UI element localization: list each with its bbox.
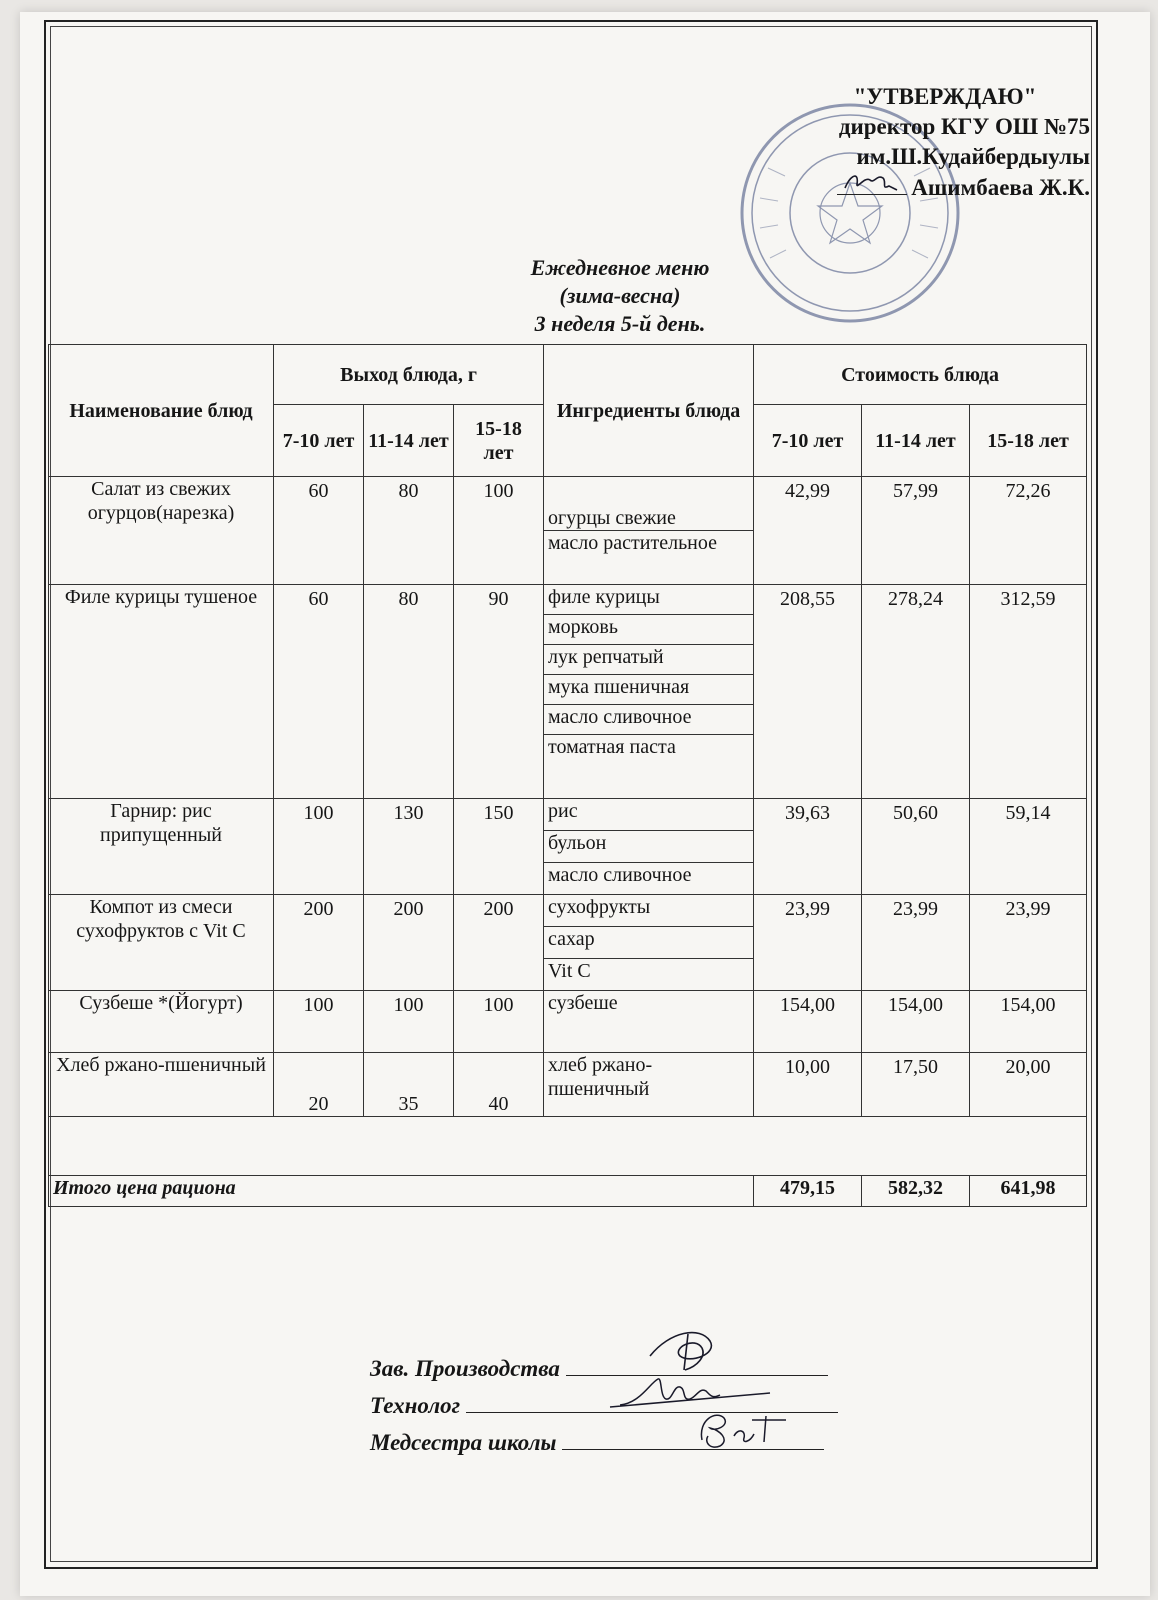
yield-value: 40 [454, 1053, 544, 1117]
approval-signer-row [760, 172, 1090, 203]
table-row [49, 991, 1087, 1053]
yield-value: 200 [364, 895, 454, 991]
yield-value: 80 [364, 585, 454, 799]
nurse-signature-icon [690, 1406, 800, 1450]
dish-name: Сузбеше *(Йогурт) [49, 991, 274, 1053]
menu-title-line2: (зима-весна) [559, 283, 681, 308]
ingredient: масло сливочное [544, 863, 754, 895]
ingredient: сузбеше [544, 991, 754, 1053]
ingredient: филе курицы [544, 585, 754, 615]
signatures-block [370, 1350, 870, 1461]
yield-value: 90 [454, 585, 544, 799]
director-signature [837, 172, 907, 195]
menu-title-line3: 3 неделя 5-й день. [534, 311, 706, 336]
ingredient: Vit C [544, 959, 754, 991]
yield-value: 150 [454, 799, 544, 895]
yield-value: 20 [274, 1053, 364, 1117]
ingredient: томатная паста [544, 735, 754, 799]
cost-value: 154,00 [754, 991, 862, 1053]
header-yield-age-2: 11-14 лет [364, 405, 454, 477]
ingredient: бульон [544, 831, 754, 863]
total-value: 641,98 [970, 1176, 1087, 1207]
yield-value: 60 [274, 477, 364, 585]
signature-label-technologist: Технолог [370, 1393, 461, 1418]
table-row [49, 895, 1087, 927]
header-cost-age-2: 11-14 лет [862, 405, 970, 477]
cost-value: 208,55 [754, 585, 862, 799]
header-cost: Стоимость блюда [754, 345, 1087, 405]
approval-block [760, 82, 1090, 203]
director-signature-icon [837, 166, 907, 196]
menu-title [420, 254, 820, 338]
cost-value: 42,99 [754, 477, 862, 585]
cost-value: 312,59 [970, 585, 1087, 799]
ingredient: сухофрукты [544, 895, 754, 927]
table-row [49, 477, 1087, 531]
ingredient: лук репчатый [544, 645, 754, 675]
cost-value: 20,00 [970, 1053, 1087, 1117]
yield-value: 100 [274, 991, 364, 1053]
menu-title-line1: Ежедневное меню [530, 255, 710, 280]
yield-value: 80 [364, 477, 454, 585]
yield-value: 130 [364, 799, 454, 895]
header-yield: Выход блюда, г [274, 345, 544, 405]
dish-name: Хлеб ржано-пшеничный [49, 1053, 274, 1117]
table-row [49, 799, 1087, 831]
approval-school-name: им.Ш.Кудайбердыулы [856, 144, 1090, 169]
cost-value: 23,99 [970, 895, 1087, 991]
header-ingredients: Ингредиенты блюда [544, 345, 754, 477]
ingredient: масло растительное [544, 531, 754, 585]
yield-value: 200 [454, 895, 544, 991]
yield-value: 200 [274, 895, 364, 991]
dish-name: Филе курицы тушеное [49, 585, 274, 799]
total-label: Итого цена рациона [49, 1176, 754, 1207]
signature-row-nurse [370, 1424, 870, 1461]
total-row [49, 1176, 1087, 1207]
yield-value: 35 [364, 1053, 454, 1117]
yield-value: 100 [274, 799, 364, 895]
menu-table [48, 344, 1087, 1207]
yield-value: 60 [274, 585, 364, 799]
approval-heading: "УТВЕРЖДАЮ" [853, 84, 1037, 109]
yield-value: 100 [364, 991, 454, 1053]
cost-value: 50,60 [862, 799, 970, 895]
yield-value: 100 [454, 477, 544, 585]
cost-value: 154,00 [970, 991, 1087, 1053]
table-row [49, 1053, 1087, 1117]
ingredient: морковь [544, 615, 754, 645]
approval-signer-name: Ашимбаева Ж.К. [911, 175, 1090, 200]
ingredient: масло сливочное [544, 705, 754, 735]
header-yield-age-1: 7-10 лет [274, 405, 364, 477]
cost-value: 23,99 [754, 895, 862, 991]
header-yield-age-3: 15-18 лет [454, 405, 544, 477]
ingredient: сахар [544, 927, 754, 959]
header-dish: Наименование блюд [49, 345, 274, 477]
yield-value: 100 [454, 991, 544, 1053]
approval-director: директор КГУ ОШ №75 [838, 114, 1090, 139]
cost-value: 57,99 [862, 477, 970, 585]
empty-row [49, 1117, 1087, 1176]
header-cost-age-1: 7-10 лет [754, 405, 862, 477]
cost-value: 154,00 [862, 991, 970, 1053]
header-cost-age-3: 15-18 лет [970, 405, 1087, 477]
total-value: 479,15 [754, 1176, 862, 1207]
cost-value: 39,63 [754, 799, 862, 895]
cost-value: 72,26 [970, 477, 1087, 585]
cost-value: 10,00 [754, 1053, 862, 1117]
signature-label-nurse: Медсестра школы [370, 1430, 557, 1455]
signature-label-production: Зав. Производства [370, 1356, 560, 1381]
total-value: 582,32 [862, 1176, 970, 1207]
ingredient: рис [544, 799, 754, 831]
dish-name: Салат из свежих огурцов(нарезка) [49, 477, 274, 585]
production-signature-icon [640, 1326, 730, 1376]
cost-value: 59,14 [970, 799, 1087, 895]
table-row [49, 585, 1087, 615]
dish-name: Гарнир: рис припущенный [49, 799, 274, 895]
ingredient: хлеб ржано-пшеничный [544, 1053, 754, 1117]
cost-value: 17,50 [862, 1053, 970, 1117]
cost-value: 23,99 [862, 895, 970, 991]
dish-name: Компот из смеси сухофруктов с Vit C [49, 895, 274, 991]
ingredient: огурцы свежие [544, 477, 754, 531]
ingredient: мука пшеничная [544, 675, 754, 705]
cost-value: 278,24 [862, 585, 970, 799]
